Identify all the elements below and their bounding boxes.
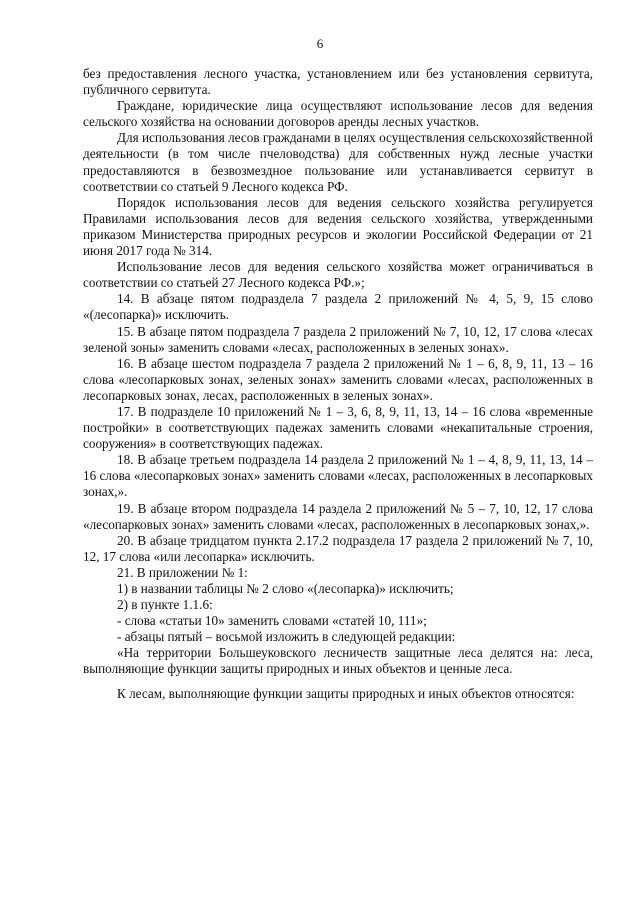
paragraph: 17. В подразделе 10 приложений № 1 – 3, 6, 8, 9, 11, 13, 14 – 16 слова «временные постройки» в соответствующих падежах заменить словами «некапитальные строения, сооружения» в соответствующих падежах. [83, 403, 593, 452]
paragraph: 18. В абзаце третьем подраздела 14 раздела 2 приложений № 1 – 4, 8, 9, 11, 13, 14 – 16 слова «лесопарковых зонах» заменить словами «лесах, расположенных в лесопарковых зонах,». [83, 452, 593, 500]
paragraph: 2) в пункте 1.1.6: [117, 597, 213, 613]
paragraph: без предоставления лесного участка, установлением или без установления сервитута, публичного сервитута. [83, 66, 593, 98]
paragraph: 21. В приложении № 1: [117, 564, 248, 580]
page-number: 6 [316, 36, 324, 51]
paragraph: 15. В абзаце пятом подраздела 7 раздела 2 приложений № 7, 10, 12, 17 слова «лесах зеленой зоны» заменить словами «лесах, расположенных в зеленых зонах». [83, 323, 593, 355]
paragraph: - слова «статьи 10» заменить словами «статей 10, 111»; [117, 613, 427, 629]
paragraph: 19. В абзаце втором подраздела 14 раздела 2 приложений № 5 – 7, 10, 12, 17 слова «лесопарковых зонах» заменить словами «лесах, расположенных в лесопарковых зонах,». [83, 500, 593, 532]
document-body [83, 66, 593, 702]
paragraph: 1) в названии таблицы № 2 слово «(лесопарка)» исключить; [117, 581, 454, 596]
paragraph: Использование лесов для ведения сельского хозяйства может ограничиваться в соответствии со статьей 27 Лесного кодекса РФ.»; [83, 259, 593, 291]
paragraph: Порядок использования лесов для ведения сельского хозяйства регулируется Правилами использования лесов для ведения сельского хозяйства, утвержденными приказом Министерства природных ресурсов и экологии Российской Федерации от 21 июня 2017 года № 314. [83, 194, 593, 259]
paragraph: Для использования лесов гражданами в целях осуществления сельскохозяйственной деятельности (в том числе пчеловодства) для собственных нужд лесные участки предоставляются в безвозмездное пользование или устанавливается сервитут в соответствии со статьей 9 Лесного кодекса РФ. [83, 130, 593, 194]
paragraph: 14. В абзаце пятом подраздела 7 раздела 2 приложений № 4, 5, 9, 15 слово «(лесопарка)» исключить. [83, 291, 593, 323]
paragraph: 20. В абзаце тридцатом пункта 2.17.2 подраздела 17 раздела 2 приложений № 7, 10, 12, 17 слова «или лесопарка» исключить. [83, 532, 593, 564]
paragraph: К лесам, выполняющие функции защиты природных и иных объектов относятся: [117, 685, 575, 701]
paragraph: 16. В абзаце шестом подраздела 7 раздела 2 приложений № 1 – 6, 8, 9, 11, 13 – 16 слова «лесопарковых зонах, зеленых зонах» заменить словами «лесах, расположенных в лесопарковых зонах, лесах, расположенных в зеленых зонах». [83, 355, 593, 403]
paragraph: - абзацы пятый – восьмой изложить в следующей редакции: [117, 629, 456, 645]
paragraph: «На территории Большеуковского лесничеств защитные леса делятся на: леса, выполняющие функции защиты природных и иных объектов и ценные леса. [83, 645, 593, 677]
paragraph: Граждане, юридические лица осуществляют использование лесов для ведения сельского хозяйства на основании договоров аренды лесных участков. [83, 98, 593, 130]
